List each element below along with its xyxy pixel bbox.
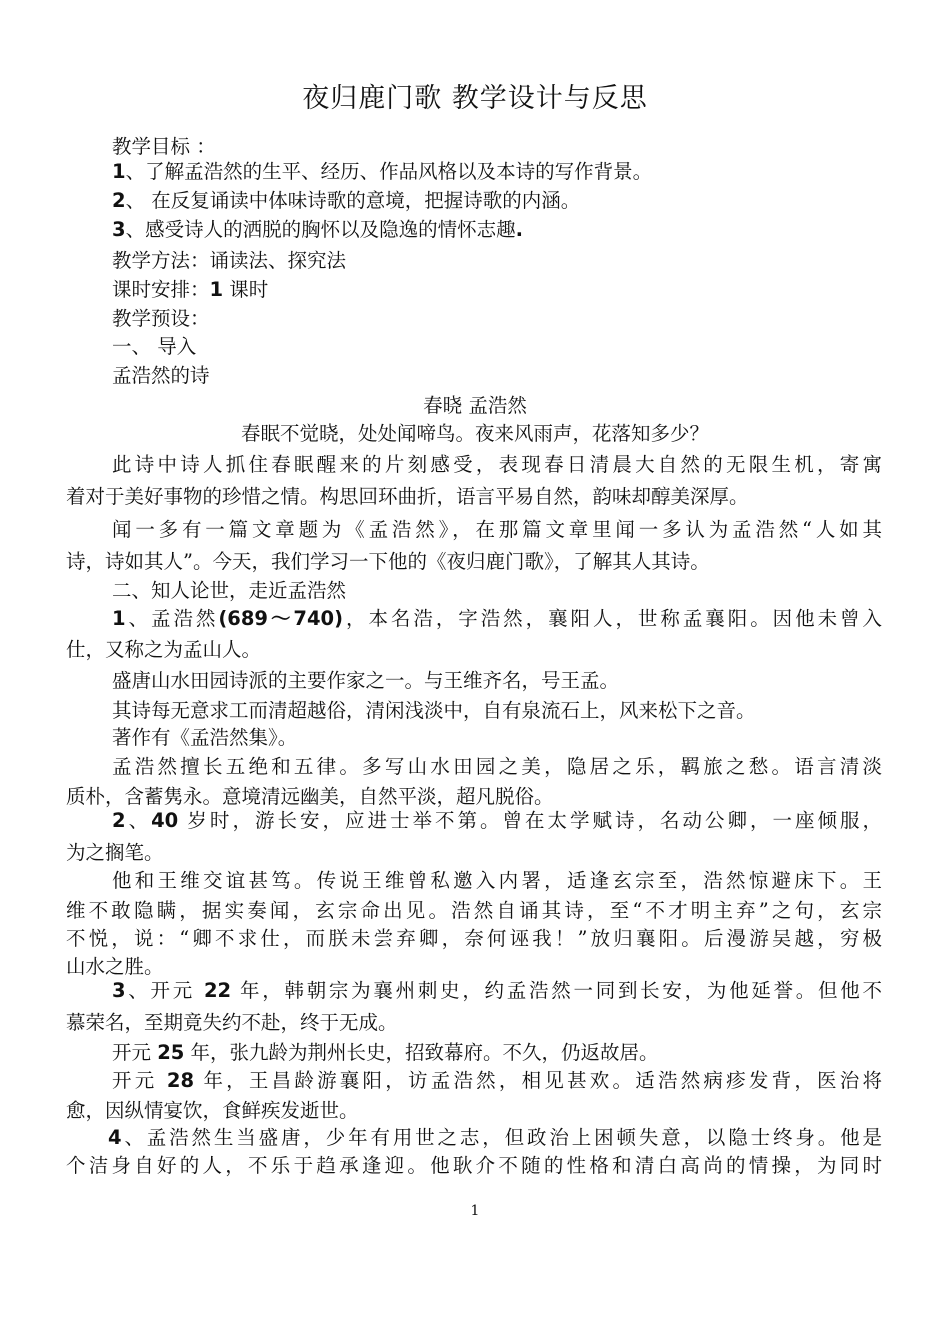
paragraph-line: 着对于美好事物的珍惜之情。构思回环曲折，语言平易自然，韵味却醇美深厚。 xyxy=(66,485,749,508)
paragraph-line: 开元 28 年，王昌龄游襄阳，访孟浩然，相见甚欢。适浩然病疹发背，医治将 xyxy=(112,1069,883,1092)
paragraph-line: 山水之胜。 xyxy=(66,955,164,978)
item-4-line: 个洁身自好的人，不乐于趋承逢迎。他耿介不随的性格和清白高尚的情操，为同时 xyxy=(66,1154,882,1177)
paragraph-line: 开元 25 年，张九龄为荆州长史，招致幕府。不久，仍返故居。 xyxy=(112,1041,659,1064)
paragraph-line: 诗，诗如其人”。今天，我们学习一下他的《夜归鹿门歌》，了解其人其诗。 xyxy=(66,550,710,573)
poem-body: 春眠不觉晓，处处闻啼鸟。夜来风雨声，花落知多少？ xyxy=(240,422,709,445)
teaching-preset: 教学预设： xyxy=(112,307,210,330)
paragraph-line: 他和王维交谊甚笃。传说王维曾私邀入内署，适逢玄宗至，浩然惊避床下。王 xyxy=(112,869,882,892)
item-1-line: 1、孟浩然(689～740)，本名浩，字浩然，襄阳人，世称孟襄阳。因他未曾入 xyxy=(112,607,882,630)
objective-3: 3、感受诗人的洒脱的胸怀以及隐逸的情怀志趣. xyxy=(112,218,524,241)
poem-intro: 孟浩然的诗 xyxy=(112,364,210,387)
item-1-line: 仕，又称之为孟山人。 xyxy=(66,638,262,661)
paragraph-line: 不悦，说：“卿不求仕，而朕未尝弃卿，奈何诬我！”放归襄阳。后漫游吴越，穷极 xyxy=(66,927,882,950)
paragraph-line: 盛唐山水田园诗派的主要作家之一。与王维齐名，号王孟。 xyxy=(112,669,620,692)
paragraph-line: 愈，因纵情宴饮，食鲜疾发逝世。 xyxy=(66,1099,359,1122)
paragraph-line: 孟浩然擅长五绝和五律。多写山水田园之美，隐居之乐，羁旅之愁。语言清淡 xyxy=(112,755,882,778)
section-1-heading: 一、 导入 xyxy=(112,335,197,358)
section-2-heading: 二、知人论世，走近孟浩然 xyxy=(112,579,347,602)
poem-title: 春晓 孟浩然 xyxy=(423,394,527,417)
objective-1: 1、了解孟浩然的生平、经历、作品风格以及本诗的写作背景。 xyxy=(112,160,653,183)
item-2-line: 为之搁笔。 xyxy=(66,841,164,864)
teaching-method: 教学方法：诵读法、探究法 xyxy=(112,249,347,272)
paragraph-line: 其诗每无意求工而清超越俗，清闲浅淡中，自有泉流石上，风来松下之音。 xyxy=(112,699,756,722)
item-2-line: 2、40 岁时，游长安，应进士举不第。曾在太学赋诗，名动公卿，一座倾服， xyxy=(112,809,882,832)
item-3-line: 3、开元 22 年，韩朝宗为襄州刺史，约孟浩然一同到长安，为他延誉。但他不 xyxy=(112,979,882,1002)
item-3-line: 慕荣名，至期竟失约不赴，终于无成。 xyxy=(66,1011,398,1034)
paragraph-line: 维不敢隐瞒，据实奏闻，玄宗命出见。浩然自诵其诗，至“不才明主弃”之句，玄宗 xyxy=(66,899,882,922)
paragraph-line: 质朴，含蓄隽永。意境清远幽美，自然平淡，超凡脱俗。 xyxy=(66,785,554,808)
page-number: 1 xyxy=(470,1203,480,1219)
objectives-heading: 教学目标 ： xyxy=(112,135,216,158)
item-4-line: 4、孟浩然生当盛唐，少年有用世之志，但政治上困顿失意，以隐士终身。他是 xyxy=(108,1126,882,1149)
paragraph-line: 著作有《孟浩然集》。 xyxy=(112,726,298,749)
objective-2: 2、 在反复诵读中体味诗歌的意境，把握诗歌的内涵。 xyxy=(112,189,581,212)
class-hours: 课时安排：1 课时 xyxy=(112,278,269,301)
document-title: 夜归鹿门歌 教学设计与反思 xyxy=(302,83,648,114)
paragraph-line: 闻一多有一篇文章题为《孟浩然》，在那篇文章里闻一多认为孟浩然“人如其 xyxy=(112,518,882,541)
paragraph-line: 此诗中诗人抓住春眠醒来的片刻感受，表现春日清晨大自然的无限生机，寄寓 xyxy=(112,453,882,476)
